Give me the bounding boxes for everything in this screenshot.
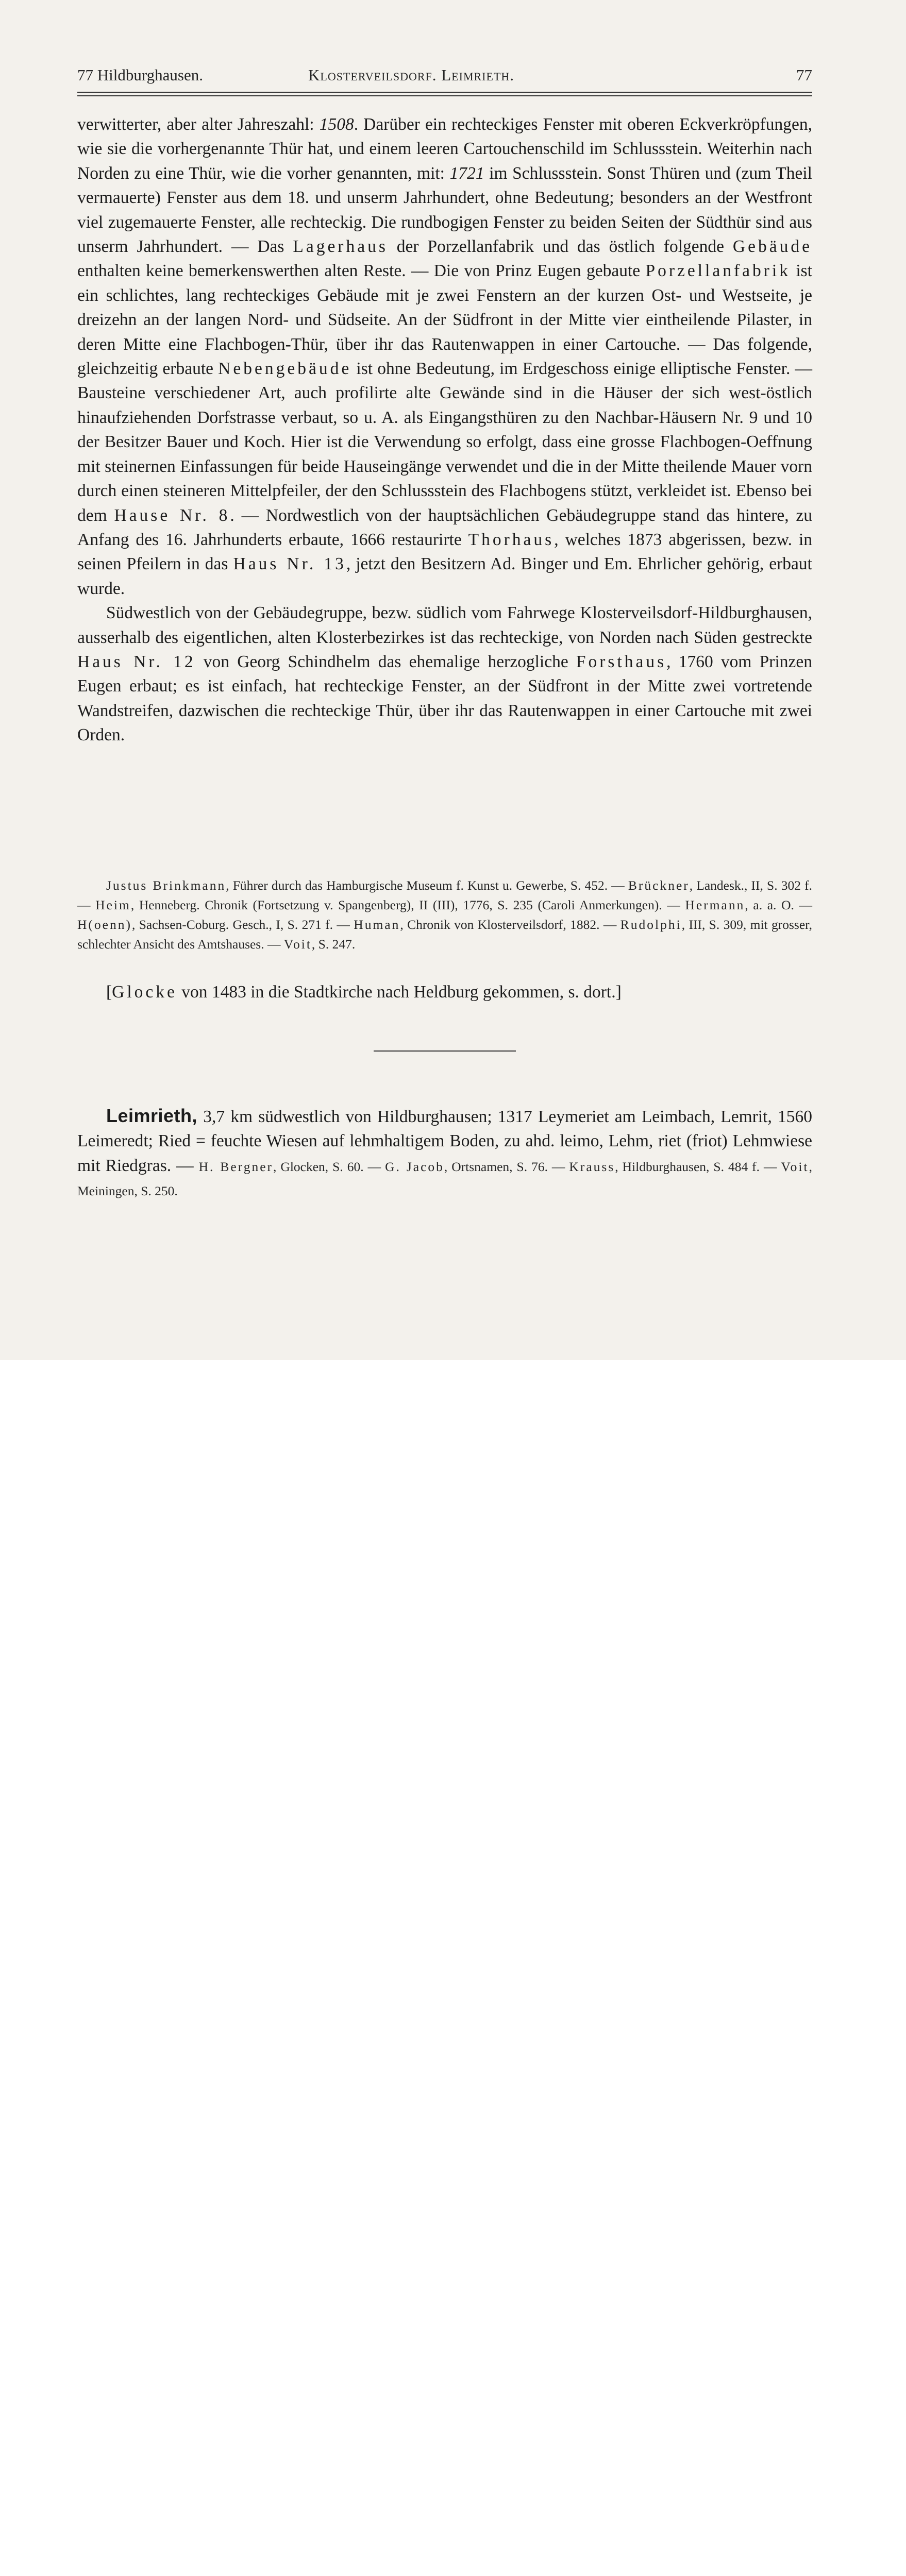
ref-author-jacob: G. Jacob: [385, 1159, 444, 1174]
term-thorhaus: Thorhaus: [468, 530, 555, 549]
ref-author-hoenn: H(oenn): [77, 917, 132, 932]
main-paragraph: [77, 112, 812, 748]
p1-text-8: . — Nordwestlich von der hauptsächlichen Gebäudegruppe stand das hintere, zu Anfang des 16. Jahrhunderts erbaute, 1666 restaurirte: [77, 505, 813, 549]
second-paragraph: [77, 601, 812, 747]
header-rule-top: [77, 92, 812, 93]
library-footer: [0, 1360, 906, 1428]
ref-author-heim: Heim: [95, 897, 131, 912]
header-page-number: 77: [796, 66, 812, 84]
ref-author-human: Human: [354, 917, 400, 932]
year-1721: 1721: [449, 163, 484, 183]
header-rule-bottom: [77, 95, 812, 96]
p2-text-3: , 1760 vom Prinzen Eugen erbaut; es ist einfach, hat rechteckige Fenster, an der Südfront in der Mitte zwei vortretende Wandstreifen, dazwischen die rechteckige Thür, über ihr das Rautenwappen in einer Cartouche mit zwei Orden.: [77, 652, 812, 745]
header-section-titles: Klosterveilsdorf. Leimrieth.: [308, 66, 515, 84]
term-haus-nr-12: Haus Nr. 12: [77, 652, 196, 671]
term-porzellanfabrik: Porzellanfabrik: [645, 261, 791, 281]
ref-author-voit-2: Voit: [781, 1159, 809, 1174]
ref-text-3: , Henneberg. Chronik (Fortsetzung v. Spangenberg), II (III), 1776, S. 235 (Caroli Anmerkungen). —: [130, 897, 685, 912]
term-lagerhaus: Lagerhaus: [293, 237, 388, 257]
ref-author-brinkmann: Justus Brinkmann: [106, 878, 226, 893]
running-header: [77, 66, 812, 91]
header-page-place: 77 Hildburghausen.: [77, 66, 203, 84]
p1-text-4: der Porzellanfabrik und das östlich folgende: [388, 237, 733, 257]
ref-author-krauss: Krauss: [569, 1159, 615, 1174]
p1-text-1: verwitterter, aber alter Jahreszahl:: [77, 115, 320, 134]
glocke-bracket: [: [106, 982, 112, 1002]
leimrieth-text: 3,7 km südwestlich von Hildburghausen; 1317 Leymeriet am Leimbach, Lemrit, 1560 Leimeredt; Ried = feuchte Wiesen auf lehmhaltigem Boden, zu ahd. leimo, Lehm, riet (friot) Lehmwiese mit Riedgras. —: [77, 1107, 812, 1175]
p1-text-5: enthalten keine bemerkenswerthen alten Reste. — Die von Prinz Eugen gebaute: [77, 261, 646, 281]
term-haus-nr-8: Hause Nr. 8: [114, 505, 230, 525]
p1-text-7: ist ohne Bedeutung, im Erdgeschoss einige elliptische Fenster. — Bausteine verschiedener Art, auch profilirte alte Gewände sind in die Häuser der sich west-östlich hinaufziehenden Dorfstrasse verbaut, so u. A. als Eingangsthüren zu den Nachbar-Häusern Nr. 9 und 10 der Besitzer Bauer und Koch. Hier ist die Verwendung so erfolgt, dass eine grosse Flachbogen-Oeffnung mit steinernen Einfassungen für beide Hauseingänge verwendet und die in der Mitte theilende Mauer vorn durch einen steineren Mittelpfeiler, der den Schlussstein des Flachbogens stützt, verkleidet ist. Ebenso bei dem: [77, 359, 812, 525]
ref-author-voit: Voit: [283, 937, 312, 952]
ref-text-6: , Chronik von Klosterveilsdorf, 1882. —: [400, 917, 620, 932]
year-1508: 1508: [319, 115, 354, 134]
p2-text-1: Südwestlich von der Gebäudegruppe, bezw. südlich vom Fahrwege Klosterveilsdorf-Hildburghausen, ausserhalb des eigentlichen, alten Klosterbezirkes ist das rechteckige, von Norden nach Süden gestreckte: [77, 603, 812, 647]
ref-author-hermann: Hermann: [685, 897, 745, 912]
leimrieth-ref-2: , Ortsnamen, S. 76. —: [444, 1159, 569, 1174]
term-gebaeude: Gebäude: [732, 237, 812, 257]
leimrieth-ref-4: , Meiningen, S. 250.: [77, 1159, 812, 1199]
p1-text-2: . Darüber ein rechteckiges Fenster mit oberen Eckverkröpfungen, wie sie die vorhergenannte Thür hat, und einem leeren Cartouchenschild im Schlussstein. Weiterhin nach Norden zu eine Thür, wie die vorher genannten, mit:: [77, 115, 812, 183]
ref-text-7: , III, S. 309, mit grosser, schlechter Ansicht des Amtshauses. —: [77, 917, 812, 952]
p1-text-9: , welches 1873 abgerissen, bezw. in seinen Pfeilern in das: [77, 530, 813, 574]
section-separator: [374, 1050, 516, 1052]
p2-text-2: von Georg Schindhelm das ehemalige herzogliche: [195, 652, 576, 671]
ref-text-2: , Landesk., II, S. 302 f. —: [77, 878, 812, 912]
leimrieth-entry: [77, 1104, 812, 1202]
ref-author-brueckner: Brückner: [628, 878, 690, 893]
term-forsthaus: Forsthaus: [576, 652, 667, 671]
term-nebengebaeude: Nebengebäude: [218, 359, 352, 379]
leimrieth-ref-1: , Glocken, S. 60. —: [273, 1159, 385, 1174]
leimrieth-heading: Leimrieth,: [106, 1105, 198, 1126]
glocke-text: von 1483 in die Stadtkirche nach Heldburg gekommen, s. dort.]: [177, 982, 622, 1002]
p1-text-10: , jetzt den Besitzern Ad. Binger und Em. Ehrlicher gehörig, erbaut wurde.: [77, 554, 812, 598]
ref-author-bergner: H. Bergner: [198, 1159, 274, 1174]
p1-text-6: ist ein schlichtes, lang rechteckiges Gebäude mit je zwei Fenstern an der kurzen Ost- und Westseite, je dreizehn an der langen Nord- und Südseite. An der Südfront in der Mitte vier eintheilende Pilaster, in deren Mitte eine Flachbogen-Thür, über ihr das Rautenwappen in einer Cartouche. — Das folgende, gleichzeitig erbaute: [77, 261, 813, 379]
ref-text-5: , Sachsen-Coburg. Gesch., I, S. 271 f. —: [131, 917, 354, 932]
ref-text-8: , S. 247.: [311, 937, 356, 952]
ref-text-1: , Führer durch das Hamburgische Museum f. Kunst u. Gewerbe, S. 452. —: [226, 878, 628, 893]
glocke-note: [77, 980, 812, 1004]
p1-text-3: im Schlussstein. Sonst Thüren und (zum Theil vermauerte) Fenster aus dem 18. und unserm Jahrhundert, ohne Bedeutung; besonders an der Westfront viel zugemauerte Fenster, alle rechteckig. Die rundbogigen Fenster zu beiden Seiten der Südthür sind aus unserm Jahrhundert. — Das: [77, 163, 812, 257]
references-block: [77, 876, 812, 954]
leimrieth-ref-3: , Hildburghausen, S. 484 f. —: [615, 1159, 781, 1174]
ref-author-rudolphi: Rudolphi: [620, 917, 682, 932]
term-haus-nr-13: Haus Nr. 13: [233, 554, 346, 574]
term-glocke: Glocke: [112, 982, 177, 1002]
ref-text-4: , a. a. O. —: [745, 897, 813, 912]
